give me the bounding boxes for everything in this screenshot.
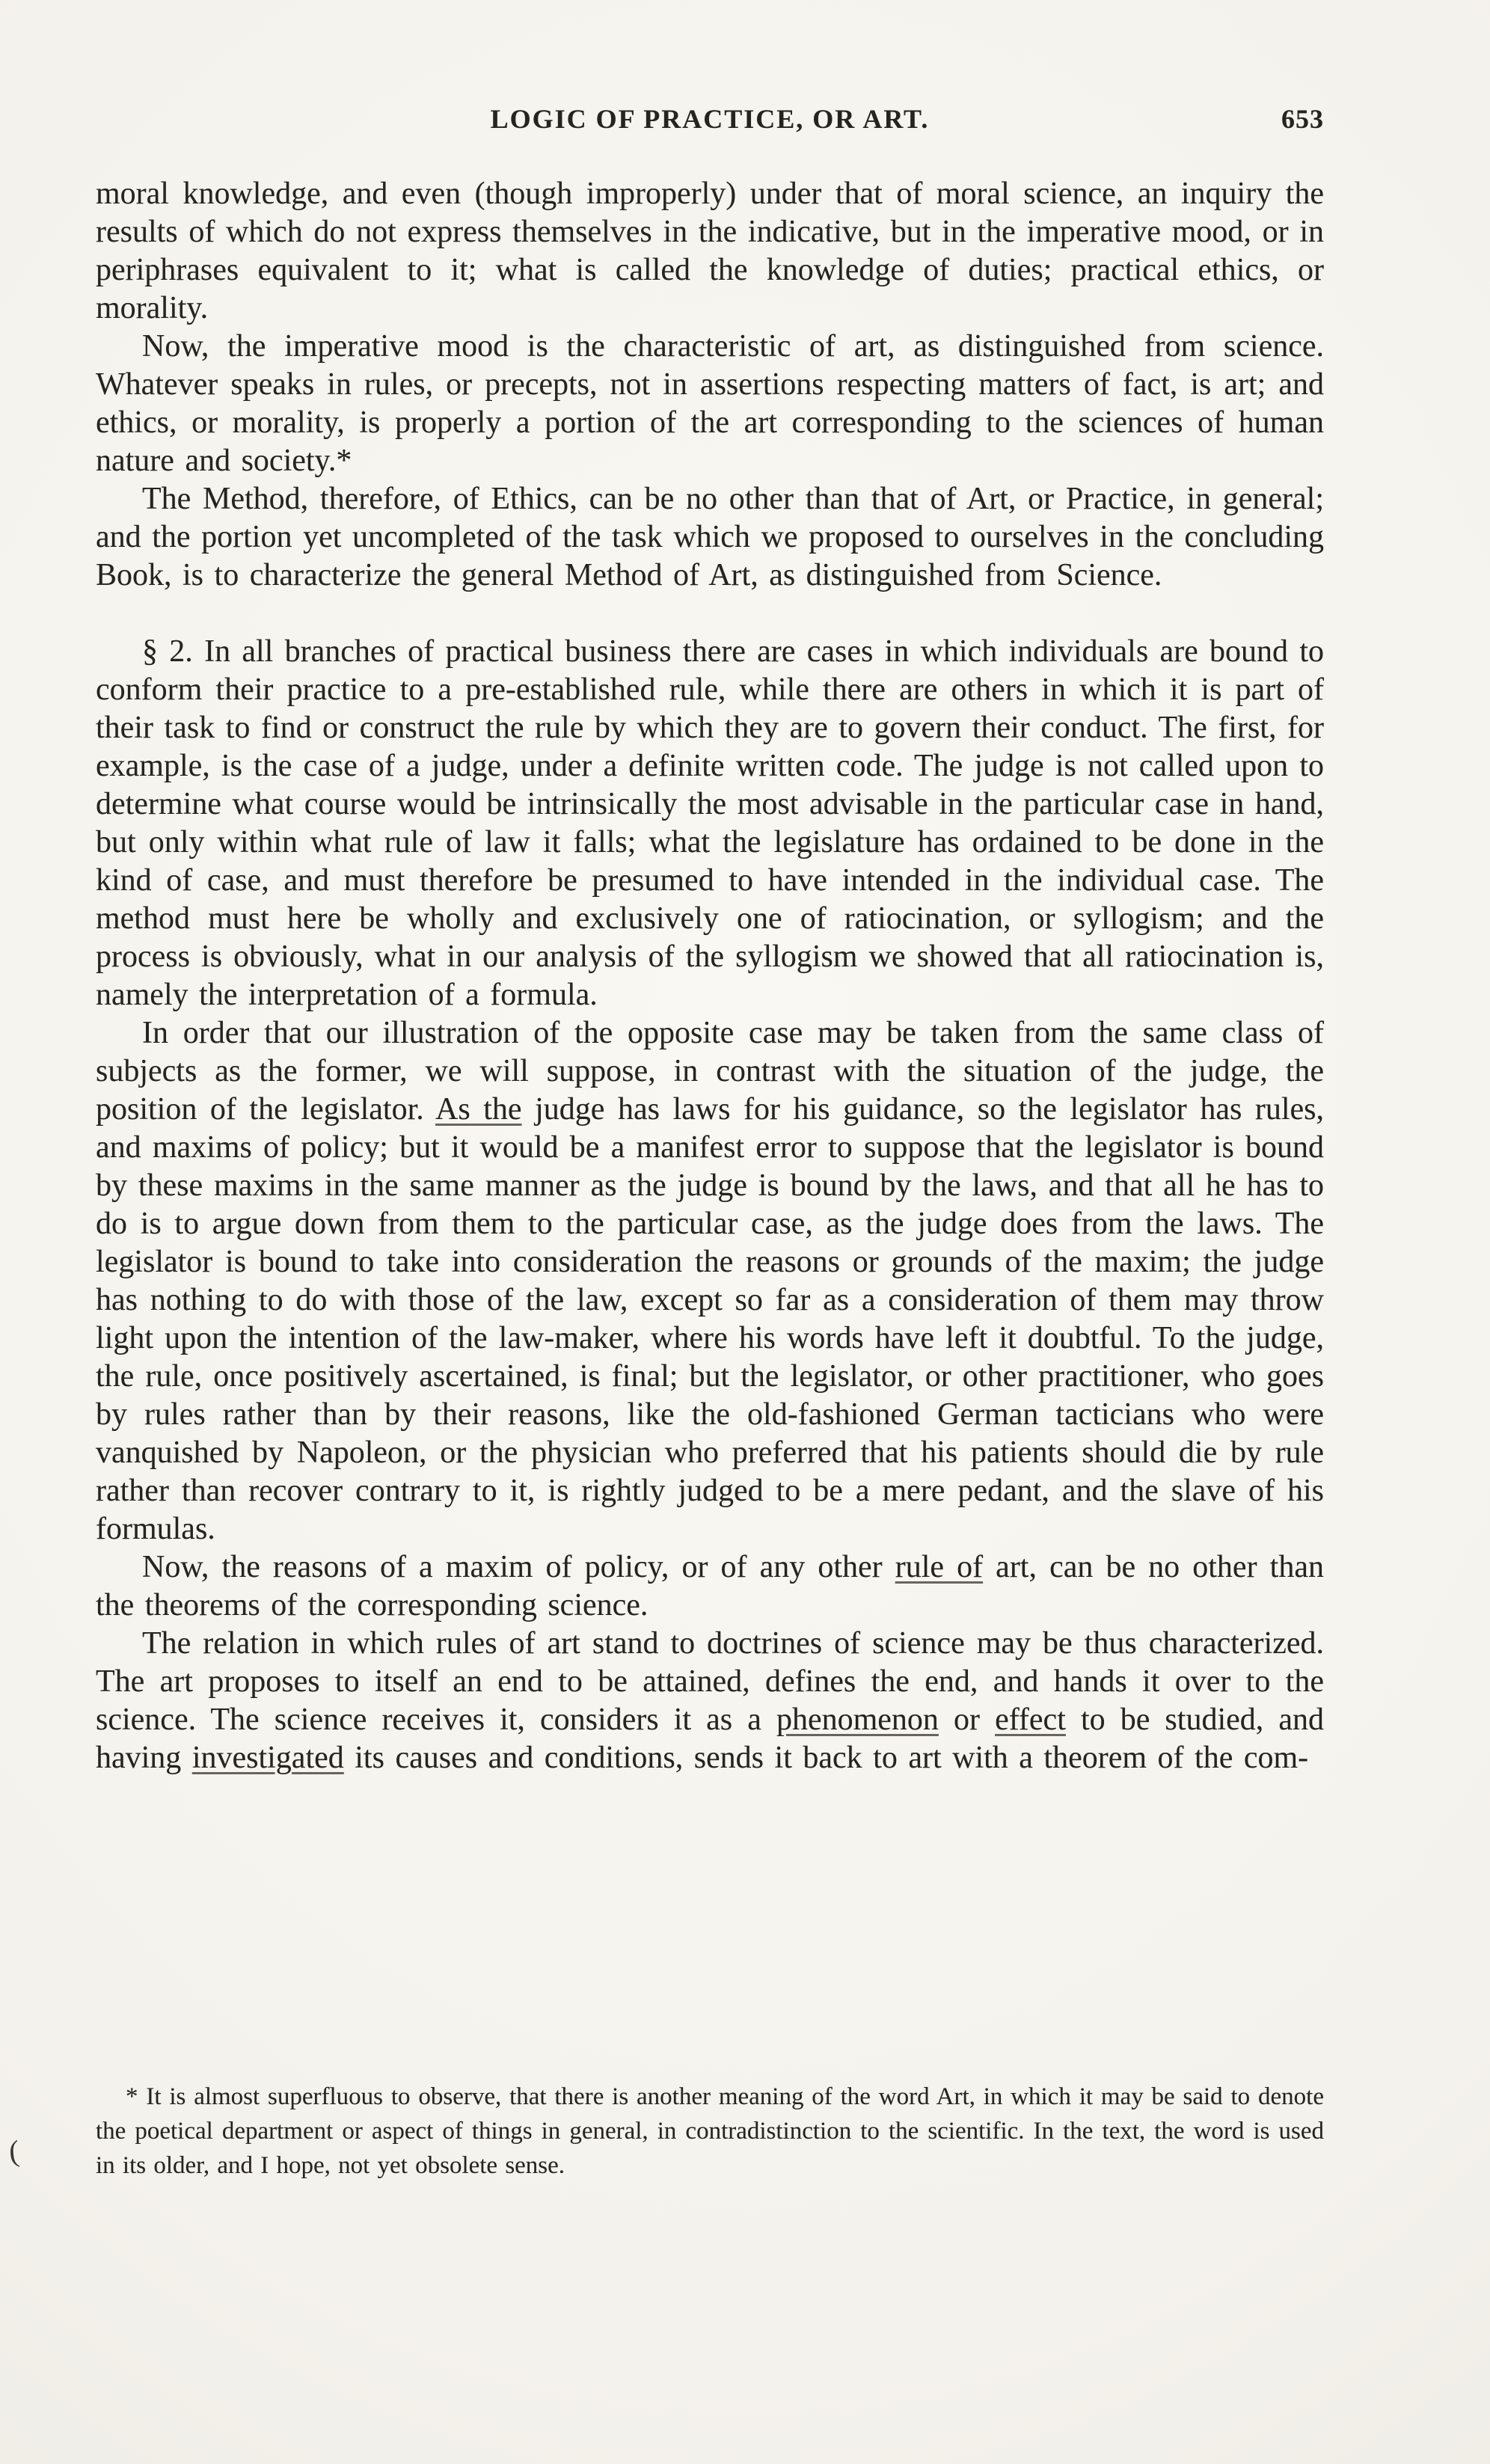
page-number: 653 — [1281, 104, 1324, 134]
running-title: LOGIC OF PRACTICE, OR ART. — [490, 104, 930, 134]
margin-mark: ( — [7, 2133, 21, 2169]
body-paragraph: moral knowledge, and even (though improperly) under that of moral science, an inquiry the results of which do not express themselves in the indicative, but in the imperative mood, or in periphrases equivalent to it; what is called the knowledge of duties; practical ethics, or morality. — [96, 177, 1324, 325]
body-paragraph: Now, the reasons of a maxim of policy, or of any other rule of art, can be no other than the theorems of the corresponding science. — [96, 1550, 1324, 1622]
body-paragraph: Now, the imperative mood is the characteristic of art, as distinguished from science. Whatever speaks in rules, or precepts, not in assertions respecting matters of fact, is art; and ethics, or morality, is properly a portion of the art corresponding to the sciences of human nature and society.* — [96, 329, 1324, 478]
body-paragraph: The Method, therefore, of Ethics, can be no other than that of Art, or Practice, in general; and the portion yet uncompleted of the task which we proposed to ourselves in the concluding Book, is to characterize the general Method of Art, as distinguished from Science. — [96, 482, 1324, 592]
body-paragraph: In order that our illustration of the opposite case may be taken from the same class of subjects as the former, we will suppose, in contrast with the situation of the judge, the position of the legislator. As the judge has laws for his guidance, so the legislator has rules, and maxims of policy; but it would be a manifest error to suppose that the legislator is bound by these maxims in the same manner as the judge is bound by the laws, and that all he has to do is to argue down from them to the particular case, as the judge does from the laws. The legislator is bound to take into consideration the reasons or grounds of the maxim; the judge has nothing to do with those of the law, except so far as a consideration of them may throw light upon the intention of the law-maker, where his words have left it doubtful. To the judge, the rule, once positively ascertained, is final; but the legislator, or other practitioner, who goes by rules rather than by their reasons, like the old-fashioned German tacticians who were vanquished by Napoleon, or the physician who preferred that his patients should die by rule rather than recover contrary to it, is rightly judged to be a mere pedant, and the slave of his formulas. — [96, 1016, 1324, 1546]
body-paragraph: § 2. In all branches of practical business there are cases in which individuals are bound to conform their practice to a pre-established rule, while there are others in which it is part of their task to find or construct the rule by which they are to govern their conduct. The first, for example, is the case of a judge, under a definite written code. The judge is not called upon to determine what course would be intrinsically the most advisable in the particular case in hand, but only within what rule of law it falls; what the legislature has ordained to be done in the kind of case, and must therefore be presumed to have intended in the individual case. The method must here be wholly and exclusively one of ratiocination, or syllogism; and the process is obviously, what in our analysis of the syllogism we showed that all ratiocination is, namely the interpretation of a formula. — [96, 634, 1324, 1012]
body-text — [96, 175, 1324, 1777]
footnote: * It is almost superfluous to observe, that there is another meaning of the word Art, in which it may be said to denote the poetical department or aspect of things in general, in contradistinction to the scientific. In the text, the word is used in its older, and I hope, not yet obsolete sense. — [96, 2083, 1324, 2179]
body-paragraph: The relation in which rules of art stand to doctrines of science may be thus characterized. The art proposes to itself an end to be attained, defines the end, and hands it over to the science. The science receives it, considers it as a phenomenon or effect to be studied, and having investigated its causes and conditions, sends it back to art with a theorem of the com- — [96, 1626, 1324, 1775]
running-header — [96, 103, 1324, 135]
